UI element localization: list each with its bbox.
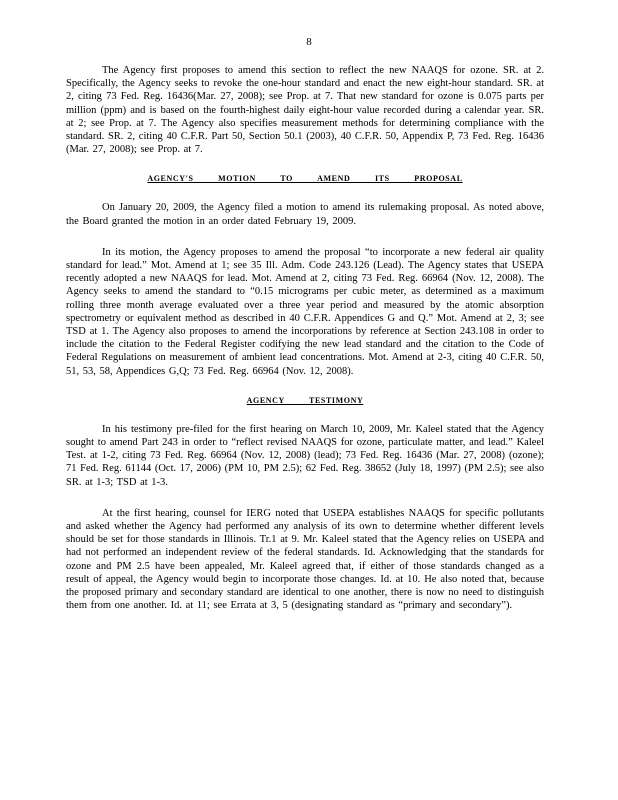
paragraph-kaleel-testimony: In his testimony pre-filed for the first hearing on March 10, 2009, Mr. Kaleel stated that the Agency sought to amend Part 243 in order to “reflect revised NAAQS for ozone, particulate matter, and lead.” Kaleel Test. at 1-2, citing 73 Fed. Reg. 66964 (Nov. 12, 2008) (lead); 73 Fed. Reg. 16436 (Mar. 27, 2008) (ozone); 71 Fed. Reg. 61144 (Oct. 17, 2006) (PM 10, PM 2.5); 62 Fed. Reg. 38652 (July 18, 1997) (PM 2.5); see also SR. at 1-3; TSD at 1-3. <box>66 423 544 488</box>
page-number: 8 <box>306 36 312 48</box>
document-body <box>66 64 544 631</box>
paragraph-lead-standard: In its motion, the Agency proposes to amend the proposal “to incorporate a new federal air quality standard for lead.” Mot. Amend at 1; see 35 Ill. Adm. Code 243.126 (Lead). The Agency states that USEPA recently adopted a new NAAQS for lead. Mot. Amend at 2, citing 73 Fed. Reg. 66964 (Nov. 12, 2008). The Agency seeks to amend the standard to “0.15 micrograms per cubic meter, as determined as a maximum rolling three month average evaluated over a three year period and measured by the atomic absorption spectrometry or equivalent method as described in 40 C.F.R. Appendices G and Q.” Mot. Amend at 2, 3; see TSD at 1. The Agency also proposes to amend the incorporations by reference at Section 243.108 in order to include the citation to the Federal Register codifying the new lead standard and the citation to the Code of Federal Regulations on measurement of ambient lead concentrations. Mot. Amend at 2-3, citing 40 C.F.R. 50, 51, 53, 58, Appendices G,Q; 73 Fed. Reg. 66964 (Nov. 12, 2008). <box>66 246 544 377</box>
paragraph-motion-filed: On January 20, 2009, the Agency filed a motion to amend its rulemaking proposal. As noted above, the Board granted the motion in an order dated February 19, 2009. <box>66 202 544 227</box>
paragraph-first-hearing: At the first hearing, counsel for IERG noted that USEPA establishes NAAQS for specific pollutants and asked whether the Agency had performed any analysis of its own to determine whether different levels should be set for those standards in Illinois. Tr.1 at 9. Mr. Kaleel stated that the Agency relies on USEPA and had not performed an independent review of the federal standards. Id. Acknowledging that the standards for ozone and PM 2.5 have been appealed, Mr. Kaleel agreed that, if either of those standards changed as a result of appeal, the Agency would begin to incorporate those changes. Id. at 10. He also noted that, because the proposed primary and secondary standard are identical to one another, there is now no need to distinguish them from one another. Id. at 11; see Errata at 3, 5 (designating standard as “primary and secondary”). <box>66 507 544 612</box>
section-heading-motion-to-amend: AGENCY'S MOTION TO AMEND ITS PROPOSAL <box>147 174 463 184</box>
section-heading-agency-testimony: AGENCY TESTIMONY <box>246 395 364 405</box>
paragraph-ozone-standard: The Agency first proposes to amend this section to reflect the new NAAQS for ozone. SR. at 2. Specifically, the Agency seeks to revoke the one-hour standard and enact the new eight-hour standard. SR. at 2, citing 73 Fed. Reg. 16436(Mar. 27, 2008); see Prop. at 7. That new standard for ozone is 0.075 parts per million (ppm) and is based on the fourth-highest daily eight-hour value recorded during a calendar year. SR. at 2; see Prop. at 7. The Agency also specifies measurement methods for determining compliance with the standard. SR. 2, citing 40 C.F.R. Part 50, Section 50.1 (2003), 40 C.F.R. 50, Appendix P, 73 Fed. Reg. 16436 (Mar. 27, 2008); see Prop. at 7. <box>66 65 544 156</box>
